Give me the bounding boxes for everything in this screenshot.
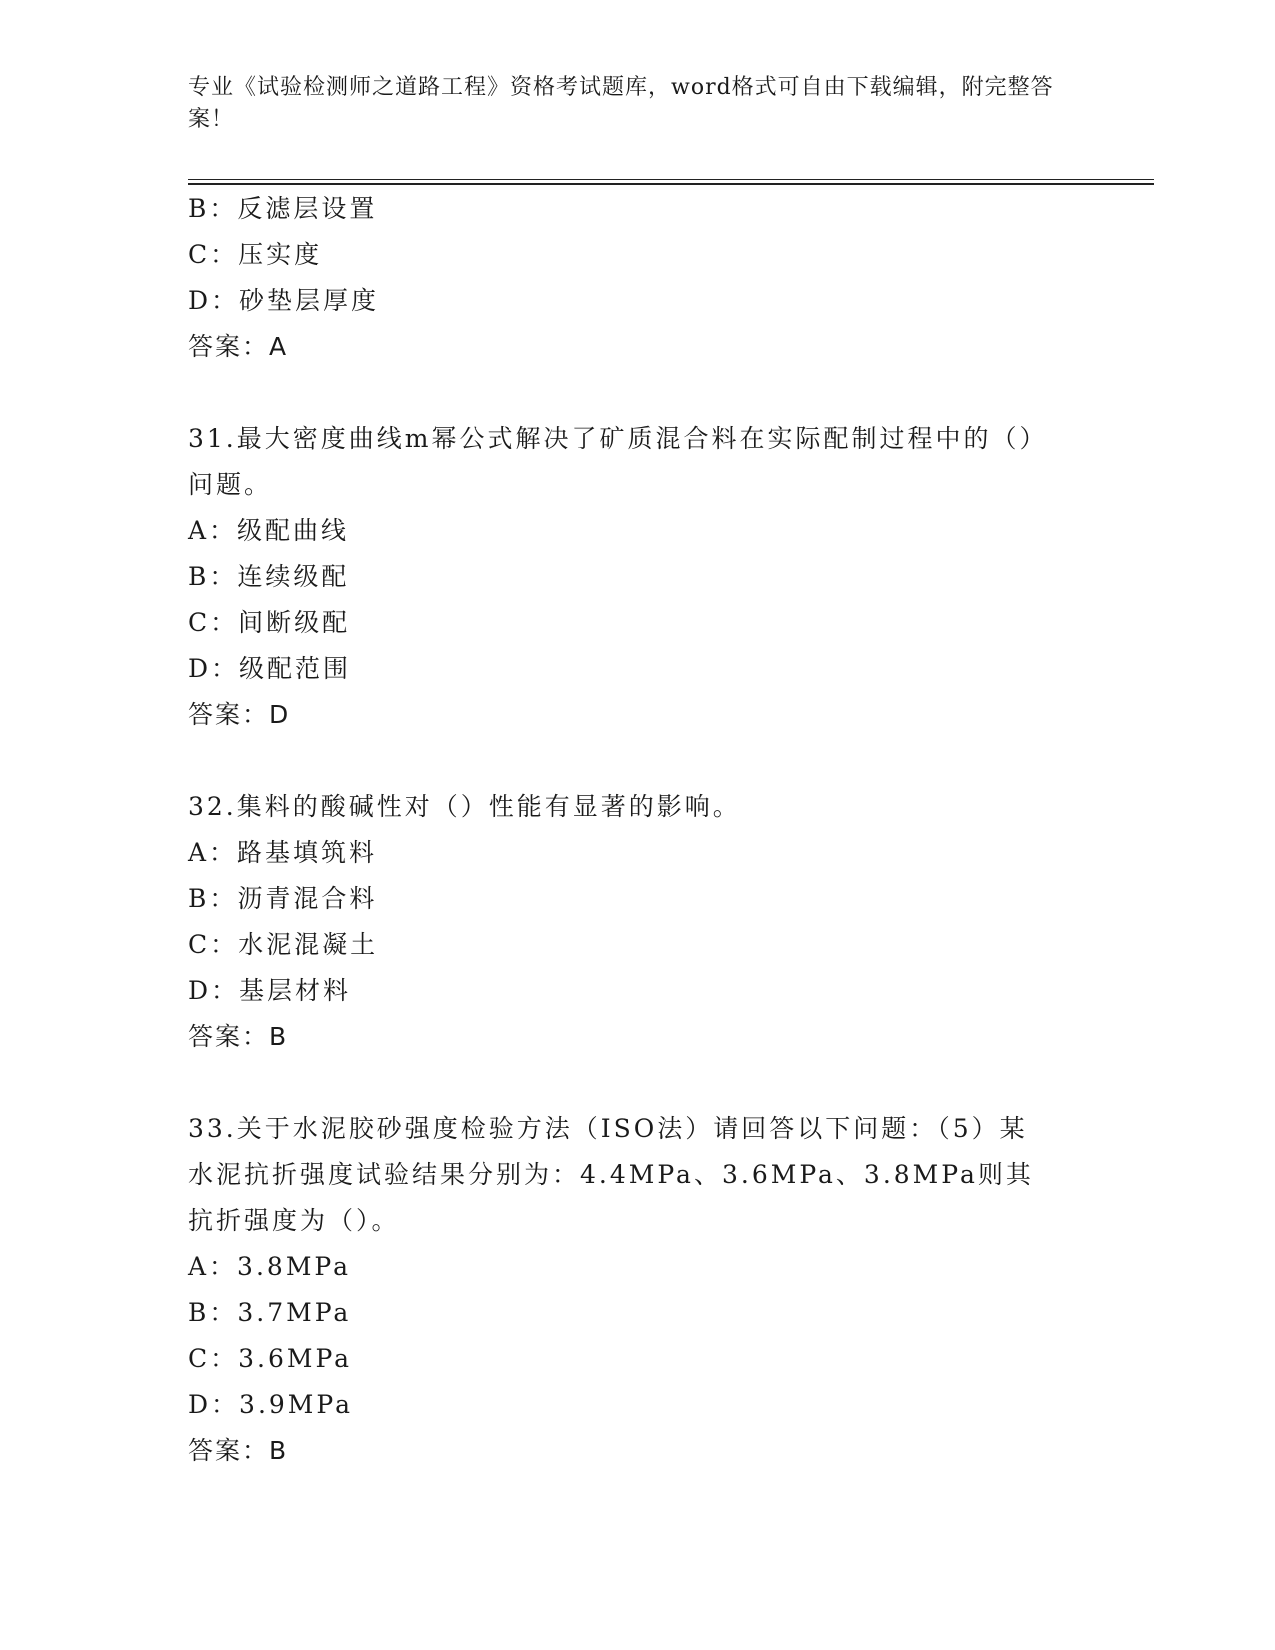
option-a: A：路基填筑料 <box>188 838 378 867</box>
question-text: 32.集料的酸碱性对（）性能有显著的影响。 <box>188 792 741 821</box>
option-b: B：沥青混合料 <box>188 884 378 913</box>
option-a: A：3.8MPa <box>188 1252 352 1281</box>
document-header <box>188 72 1068 136</box>
option-b: B：反滤层设置 <box>188 194 378 223</box>
question-31 <box>188 416 1088 738</box>
option-c: C：压实度 <box>188 240 323 269</box>
option-d: D：砂垫层厚度 <box>188 286 380 315</box>
question-spacer <box>188 1060 1088 1106</box>
question-list <box>188 186 1088 1474</box>
question-spacer <box>188 370 1088 416</box>
option-a: A：级配曲线 <box>188 516 350 545</box>
option-b: B：连续级配 <box>188 562 350 591</box>
question-33 <box>188 1106 1088 1474</box>
option-c: C：3.6MPa <box>188 1344 353 1373</box>
header-divider-top <box>188 179 1154 180</box>
answer-line: 答案：B <box>188 1022 289 1051</box>
question-30-tail <box>188 186 1088 370</box>
header-text: 专业《试验检测师之道路工程》资格考试题库，word格式可自由下载编辑，附完整答案！ <box>188 75 1054 132</box>
option-d: D：3.9MPa <box>188 1390 354 1419</box>
answer-line: 答案：D <box>188 700 291 729</box>
header-divider-bottom <box>188 183 1154 185</box>
option-c: C：间断级配 <box>188 608 351 637</box>
option-b: B：3.7MPa <box>188 1298 352 1327</box>
question-text: 33.关于水泥胶砂强度检验方法（ISO法）请回答以下问题：（5）某水泥抗折强度试验结果分别为：4.4MPa、3.6MPa、3.8MPa则其抗折强度为（）。 <box>188 1114 1034 1235</box>
answer-line: 答案：A <box>188 332 289 361</box>
question-spacer <box>188 738 1088 784</box>
option-d: D：基层材料 <box>188 976 352 1005</box>
option-c: C：水泥混凝土 <box>188 930 379 959</box>
question-text: 31.最大密度曲线m幂公式解决了矿质混合料在实际配制过程中的（）问题。 <box>188 424 1035 499</box>
answer-line: 答案：B <box>188 1436 289 1465</box>
question-32 <box>188 784 1088 1060</box>
option-d: D：级配范围 <box>188 654 352 683</box>
